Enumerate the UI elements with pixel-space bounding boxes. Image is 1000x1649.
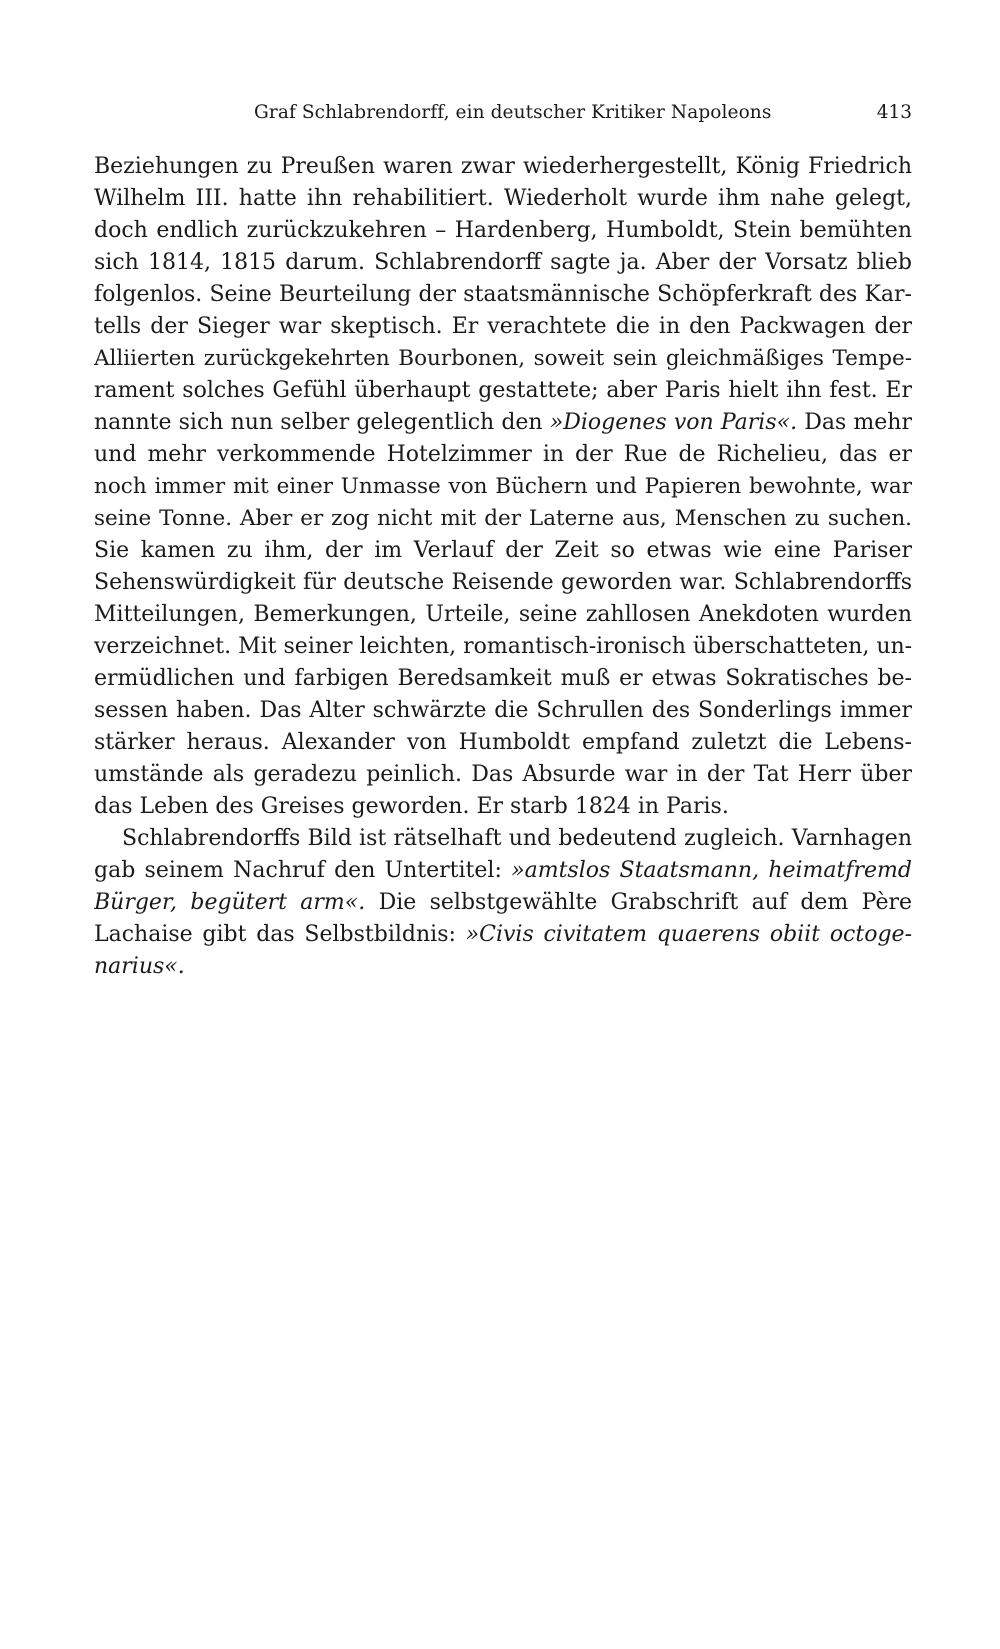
- text-segment: Die selbstgewählte Grabschrift auf dem Père: [365, 890, 912, 915]
- text-line: [94, 791, 912, 823]
- text-line: [94, 471, 912, 503]
- italic-quote: »Civis civitatem quaerens obiit octoge-: [465, 922, 912, 947]
- text-segment: tells der Sieger war skeptisch. Er verachtete die in den Packwagen der: [94, 314, 912, 339]
- text-segment: Wilhelm III. hatte ihn rehabilitiert. Wiederholt wurde ihm nahe gelegt,: [94, 186, 912, 211]
- text-line: [94, 727, 912, 759]
- text-line: [94, 919, 912, 951]
- text-segment: Lachaise gibt das Selbstbildnis:: [94, 922, 466, 947]
- text-segment: das Leben des Greises geworden. Er starb 1824 in Paris.: [94, 794, 729, 819]
- text-line: [94, 855, 912, 887]
- text-segment: noch immer mit einer Unmasse von Büchern und Papieren bewohnte, war: [94, 474, 912, 499]
- text-segment: Alliierten zurückgekehrten Bourbonen, soweit sein gleichmäßiges Tempe-: [94, 346, 912, 371]
- text-segment: folgenlos. Seine Beurteilung der staatsmännische Schöpferkraft des Kar-: [94, 282, 912, 307]
- text-segment: Schlabrendorffs Bild ist rätselhaft und bedeutend zugleich. Varnhagen: [122, 826, 912, 851]
- text-line: [94, 151, 912, 183]
- italic-quote: »amtslos Staatsmann, heimatfremd: [511, 858, 912, 883]
- text-segment: sich 1814, 1815 darum. Schlabrendorff sagte ja. Aber der Vorsatz blieb: [94, 250, 912, 275]
- text-line: [94, 599, 912, 631]
- text-segment: Sie kamen zu ihm, der im Verlauf der Zeit so etwas wie eine Pariser: [94, 538, 912, 563]
- italic-quote: Bürger, begütert arm«.: [94, 890, 366, 915]
- text-segment: verzeichnet. Mit seiner leichten, romantisch-ironisch überschatteten, un-: [94, 634, 912, 659]
- text-line: [94, 407, 912, 439]
- page-number: 413: [876, 102, 912, 123]
- text-line: [94, 311, 912, 343]
- text-segment: seine Tonne. Aber er zog nicht mit der Laterne aus, Menschen zu suchen.: [94, 506, 912, 531]
- text-segment: Mitteilungen, Bemerkungen, Urteile, seine zahllosen Anekdoten wurden: [94, 602, 912, 627]
- text-segment: nannte sich nun selber gelegentlich den: [94, 410, 550, 435]
- text-segment: Sehenswürdigkeit für deutsche Reisende geworden war. Schlabrendorffs: [94, 570, 912, 595]
- text-line: [94, 663, 912, 695]
- text-line: [94, 279, 912, 311]
- text-segment: und mehr verkommende Hotelzimmer in der Rue de Richelieu, das er: [94, 442, 912, 467]
- text-line: [94, 887, 912, 919]
- text-segment: umstände als geradezu peinlich. Das Absurde war in der Tat Herr über: [94, 762, 912, 787]
- text-line: [94, 535, 912, 567]
- text-line: [94, 823, 912, 855]
- text-line: [94, 215, 912, 247]
- text-segment: Das mehr: [797, 410, 912, 435]
- text-line: [94, 439, 912, 471]
- text-line: [94, 247, 912, 279]
- text-line: [94, 759, 912, 791]
- text-segment: doch endlich zurückzukehren – Hardenberg, Humboldt, Stein bemühten: [94, 218, 912, 243]
- text-line: [94, 695, 912, 727]
- italic-quote: narius«.: [94, 954, 185, 979]
- text-line: [94, 631, 912, 663]
- italic-quote: »Diogenes von Paris«.: [549, 410, 798, 435]
- text-segment: rament solches Gefühl überhaupt gestattete; aber Paris hielt ihn fest. Er: [94, 378, 912, 403]
- text-line: [94, 343, 912, 375]
- body-text: [94, 151, 912, 983]
- running-title: Graf Schlabrendorff, ein deutscher Kritiker Napoleons: [254, 102, 772, 123]
- text-segment: ermüdlichen und farbigen Beredsamkeit muß er etwas Sokratisches be-: [94, 666, 912, 691]
- text-line: [94, 567, 912, 599]
- running-head: [94, 98, 912, 128]
- text-segment: gab seinem Nachruf den Untertitel:: [94, 858, 512, 883]
- text-line: [94, 503, 912, 535]
- text-line: [94, 951, 912, 983]
- text-line: [94, 375, 912, 407]
- text-segment: sessen haben. Das Alter schwärzte die Schrullen des Sonderlings immer: [94, 698, 912, 723]
- text-segment: Beziehungen zu Preußen waren zwar wiederhergestellt, König Friedrich: [94, 154, 912, 179]
- text-segment: stärker heraus. Alexander von Humboldt empfand zuletzt die Lebens-: [94, 730, 912, 755]
- text-line: [94, 183, 912, 215]
